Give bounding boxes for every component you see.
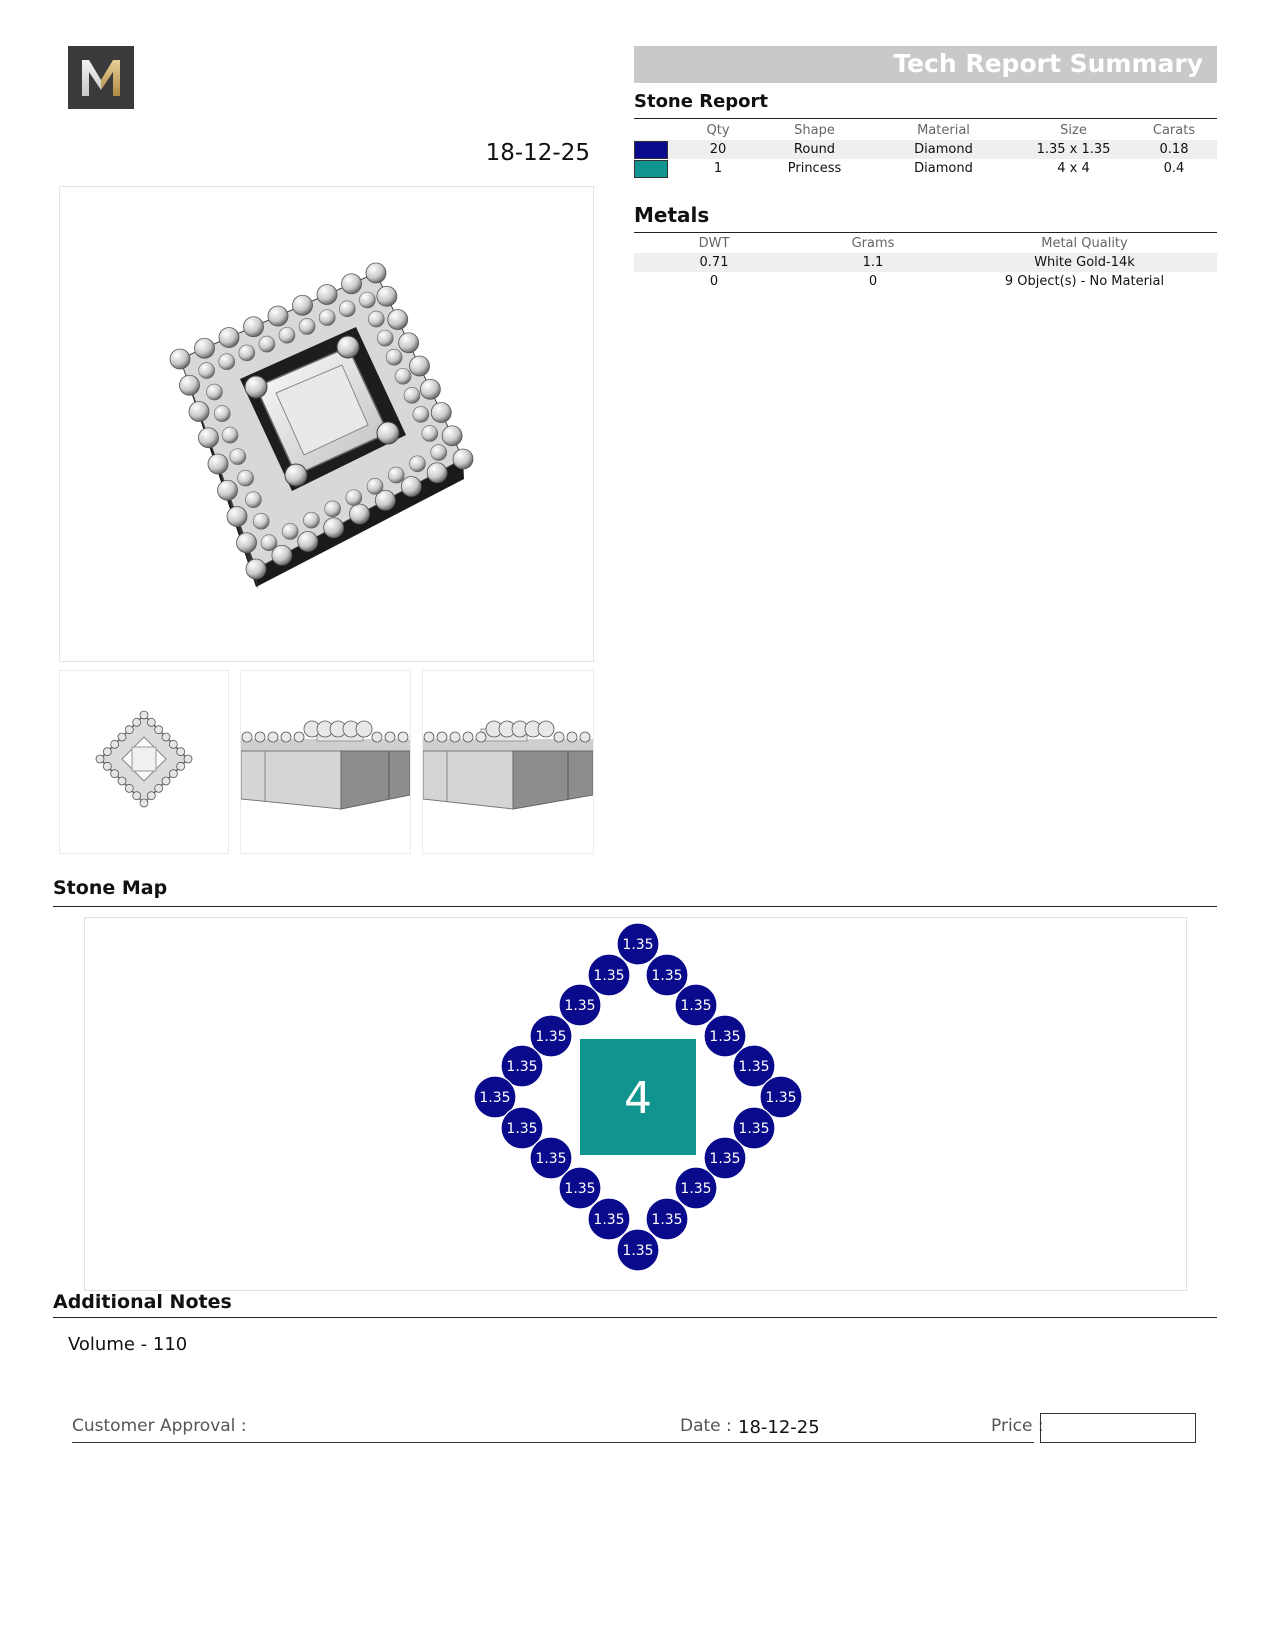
report-date: 18-12-25 [485,140,590,166]
render-stone [170,349,190,369]
render-stone [180,375,200,395]
thumb-stone [147,718,155,726]
render-stone [388,310,408,330]
render-stone [282,523,298,539]
side-stone [567,732,577,742]
round-stone-label: 1.35 [564,1181,596,1197]
stone-report-rule [634,118,1217,119]
render-stone [453,449,473,469]
stone-map-rule [53,906,1217,907]
col-header: Carats [1152,123,1196,138]
metals-header-row [634,234,1217,253]
col-header: Size [1060,123,1087,138]
render-stone [410,356,430,376]
render-stone [359,292,375,308]
cell-quality: 9 Object(s) - No Material [1004,274,1165,289]
render-stone [395,368,411,384]
thumb-stone [169,740,177,748]
render-stone [279,327,295,343]
prong [377,422,399,444]
cell-grams: 0 [868,274,878,289]
price-input-box[interactable] [1040,1413,1196,1443]
round-stone-label: 1.35 [709,1151,741,1167]
round-stone-label: 1.35 [651,968,683,984]
side-stone [538,721,554,737]
side-stone [356,721,372,737]
round-stone-label: 1.35 [738,1121,770,1137]
stone-map-diagram [85,918,1186,1290]
render-stone [368,311,384,327]
signature-line[interactable] [72,1442,1034,1443]
render-stone [298,532,318,552]
thumb-stone [177,748,185,756]
cell-dwt: 0.71 [634,253,794,272]
thumb-stone [103,762,111,770]
render-stone [399,333,419,353]
cell-shape: Princess [787,161,842,176]
side-stone [268,732,278,742]
side-stone [437,732,447,742]
render-stone [317,285,337,305]
stone-report-title: Stone Report [634,91,769,112]
additional-notes-title: Additional Notes [53,1291,232,1313]
render-stone [208,454,228,474]
thumb-stone [125,726,133,734]
render-stone [377,286,397,306]
round-stone-label: 1.35 [535,1029,567,1045]
round-stone-label: 1.35 [622,937,654,953]
col-header: Material [917,123,970,138]
render-stone [268,306,288,326]
render-stone [431,403,451,423]
prong [245,376,267,398]
pendant-3d-render [60,187,593,661]
thumb-stone [118,777,126,785]
round-stone-label: 1.35 [564,998,596,1014]
round-stone-label: 1.35 [535,1151,567,1167]
cell-shape: Round [758,140,871,159]
cell-qty: 1 [713,161,723,176]
additional-notes-rule [53,1317,1217,1318]
side-stone [398,732,408,742]
cell-grams: 1.1 [794,253,952,272]
side-stone [424,732,434,742]
table-row [634,159,1217,178]
cell-qty: 20 [678,140,758,159]
side-stone [294,732,304,742]
thumb-stone [184,755,192,763]
stone-report-table [634,121,1217,178]
approval-date-label: Date : [680,1416,732,1436]
logo-mark-icon [68,46,134,109]
render-stone [237,533,257,553]
table-row [634,272,1217,291]
render-stone [324,518,344,538]
side-stone [580,732,590,742]
render-stone [350,504,370,524]
thumb-stone [103,748,111,756]
render-stone [238,470,254,486]
col-header: Qty [706,123,730,138]
side-stone [385,732,395,742]
render-stone [230,449,246,465]
stone-color-swatch [634,141,668,159]
render-stone [206,384,222,400]
render-stone [218,480,238,500]
render-stone [239,345,255,361]
side-view-render-2 [423,671,593,853]
round-stone-label: 1.35 [680,998,712,1014]
thumbnail-side-view-2[interactable] [422,670,594,854]
side-view-render-1 [241,671,410,853]
prong [337,336,359,358]
render-stone [367,478,383,494]
render-stone [303,512,319,528]
metals-table [634,234,1217,291]
side-stone [255,732,265,742]
render-stone [293,295,313,315]
customer-approval-label: Customer Approval : [72,1416,247,1436]
cell-carats: 0.4 [1163,161,1185,176]
render-stone [199,428,219,448]
render-stone [227,507,247,527]
col-header: Shape [794,123,835,138]
round-stone-label: 1.35 [506,1121,538,1137]
render-stone [404,387,420,403]
table-row [634,253,1217,272]
col-header: Metal Quality [1041,236,1128,251]
stone-map-panel [84,917,1187,1291]
cell-material: Diamond [914,161,973,176]
round-stone-label: 1.35 [506,1059,538,1075]
render-stone [420,379,440,399]
round-stone-label: 1.35 [479,1090,511,1106]
round-stone-label: 1.35 [709,1029,741,1045]
top-view-render [60,671,228,853]
render-stone [299,318,315,334]
thumb-stone [96,755,104,763]
metals-rule [634,232,1217,233]
thumb-stone [155,784,163,792]
render-stone [246,559,266,579]
render-stone [261,535,277,551]
thumb-stone [140,799,148,807]
thumb-stone [169,770,177,778]
render-stone [325,501,341,517]
cell-carats: 0.18 [1131,140,1217,159]
render-stone [427,463,447,483]
round-stone-label: 1.35 [593,968,625,984]
render-stone [214,406,230,422]
cell-size: 4 x 4 [1057,161,1090,176]
report-title-banner [634,46,1217,83]
thumb-stone [162,733,170,741]
render-stone [409,456,425,472]
col-header: DWT [698,236,730,251]
thumb-stone [147,792,155,800]
round-stone-label: 1.35 [651,1212,683,1228]
approval-date-value: 18-12-25 [738,1417,820,1438]
col-header: Grams [851,236,895,251]
render-stone [401,477,421,497]
side-stone [281,732,291,742]
render-stone [319,310,335,326]
cell-material: Diamond [871,140,1016,159]
render-stone [253,513,269,529]
render-stone [431,445,447,461]
thumb-stone [140,711,148,719]
main-render-view [59,186,594,662]
render-stone [339,301,355,317]
center-stone-label: 4 [624,1073,652,1124]
render-stone [219,354,235,370]
company-logo [68,46,134,109]
render-stone [259,336,275,352]
thumb-stone [111,740,119,748]
render-stone [442,426,462,446]
stone-report-header-row [634,121,1217,140]
render-stone [386,349,402,365]
round-stone-label: 1.35 [765,1090,797,1106]
report-title: Tech Report Summary [893,49,1203,78]
render-stone [377,330,393,346]
price-label: Price : [991,1416,1044,1436]
round-stone-label: 1.35 [622,1243,654,1259]
render-stone [244,317,264,337]
render-stone [346,490,362,506]
render-stone [366,263,386,283]
thumb-stone [111,770,119,778]
thumb-stone [177,762,185,770]
round-stone-label: 1.35 [680,1181,712,1197]
render-stone [388,467,404,483]
round-stone-label: 1.35 [593,1212,625,1228]
render-stone [342,274,362,294]
side-stone [450,732,460,742]
render-stone [413,406,429,422]
cell-size: 1.35 x 1.35 [1016,140,1131,159]
cell-quality: White Gold-14k [952,253,1217,272]
thumb-stone [125,784,133,792]
thumb-stone [133,792,141,800]
thumbnail-side-view-1[interactable] [240,670,411,854]
thumbnail-top-view[interactable] [59,670,229,854]
round-stone-label: 1.35 [738,1059,770,1075]
render-stone [219,328,239,348]
notes-text: Volume - 110 [68,1334,188,1355]
thumb-stone [118,733,126,741]
stone-map-title: Stone Map [53,877,168,899]
render-stone [422,425,438,441]
side-stone [554,732,564,742]
table-row [634,140,1217,159]
prong [285,464,307,486]
cell-dwt: 0 [709,274,719,289]
side-stone [372,732,382,742]
metals-title: Metals [634,203,710,227]
thumb-stone [133,718,141,726]
render-stone [199,363,215,379]
side-stone [476,732,486,742]
stone-color-swatch [634,160,668,178]
render-stone [189,402,209,422]
thumb-stone [155,726,163,734]
side-stone [463,732,473,742]
render-stone [245,492,261,508]
thumb-stone [162,777,170,785]
side-stone [242,732,252,742]
render-stone [195,338,215,358]
render-stone [222,427,238,443]
